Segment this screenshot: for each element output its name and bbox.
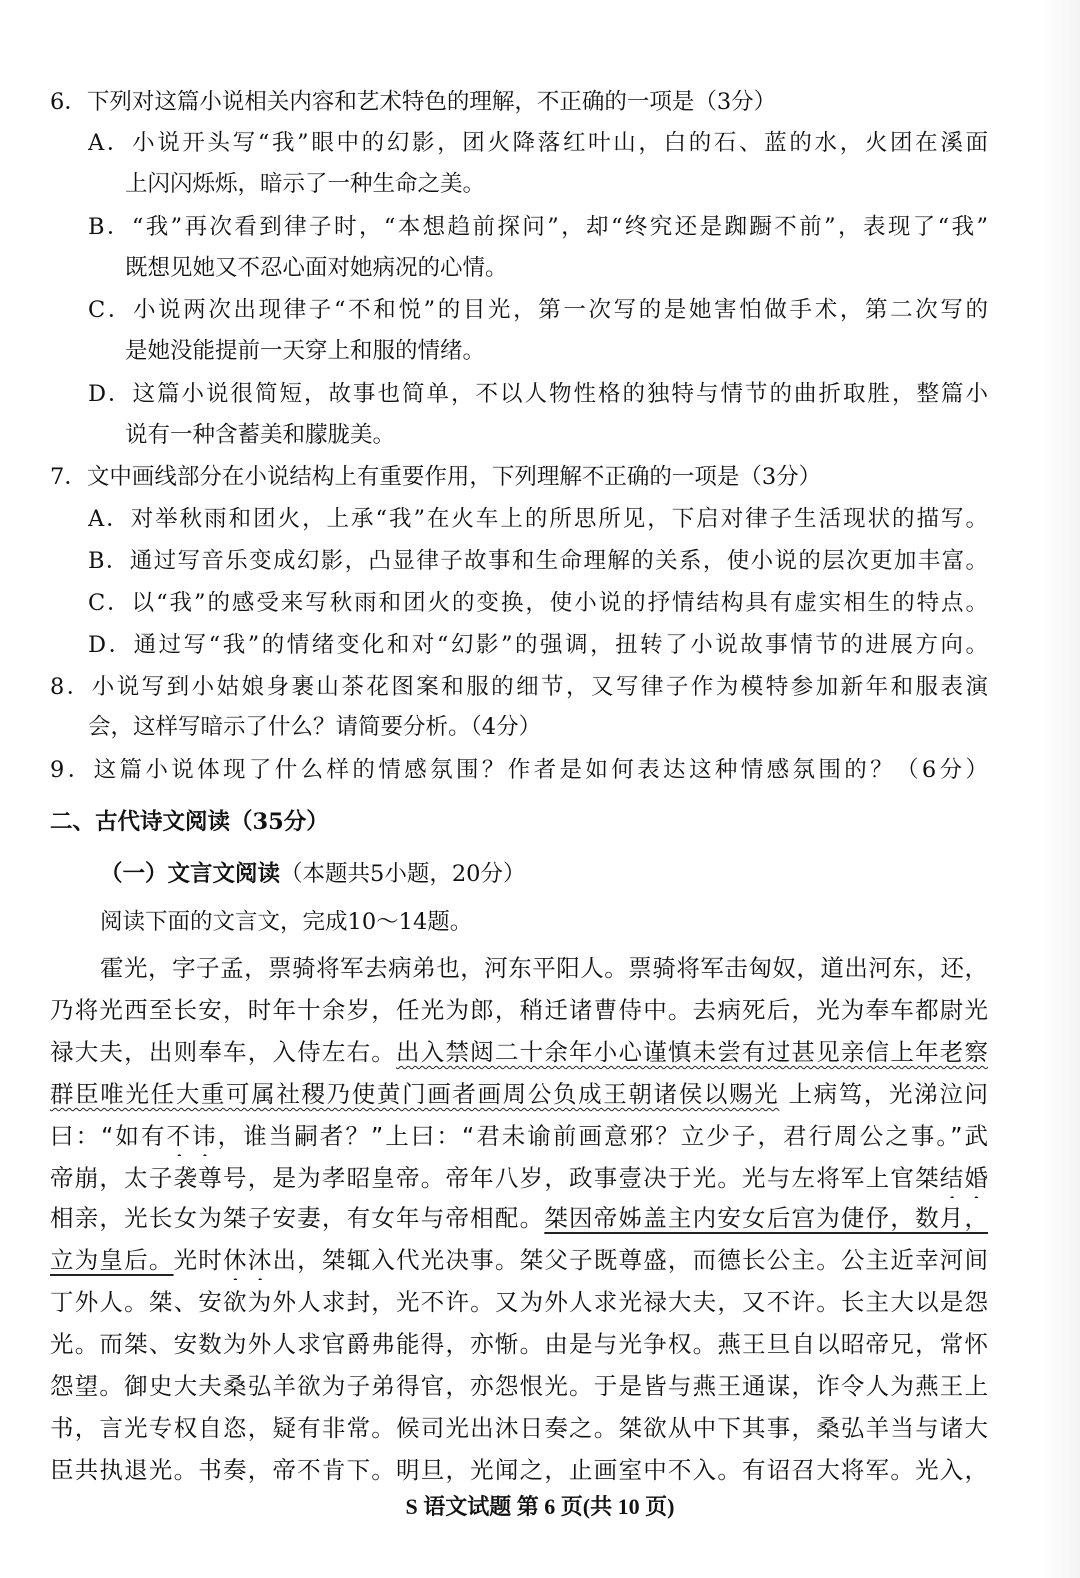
q6-option-b-line — [125, 248, 988, 288]
passage-line — [50, 1116, 988, 1156]
passage-line — [50, 1408, 988, 1448]
text-segment: A．对举秋雨和团火，上承“我”在火车上的所思所见，下启对律子生活现状的描写。 — [88, 506, 988, 532]
passage-line — [50, 1324, 988, 1364]
text-segment: 9．这篇小说体现了什么样的情感氛围？作者是如何表达这种情感氛围的？（6分） — [50, 757, 988, 783]
passage-line — [50, 1282, 988, 1322]
text-segment: 二、古代诗文阅读（35分） — [50, 809, 329, 835]
text-segment: 上病笃，光涕泣问 — [779, 1080, 988, 1108]
passage-line — [50, 990, 988, 1030]
underlined-text: 出入禁闼二十余年小心谨慎未尝有过甚见亲信上年老察 — [396, 1038, 988, 1066]
passage-line — [100, 948, 988, 988]
text-segment: B．“我”再次看到律子时，“本想趋前探问”，却“终究还是踟蹰不前”，表现了“我” — [88, 214, 988, 240]
text-segment: 会，这样写暗示了什么？请简要分析。（4分） — [88, 714, 542, 740]
question-7-line — [50, 457, 988, 497]
passage-line — [50, 1032, 988, 1072]
text-segment: ，谁当嗣者？”上曰：“君未谕前画意邪？立少子，君行周公之事。”武 — [217, 1122, 988, 1150]
emphasized-text: 休沐 — [223, 1246, 273, 1274]
q7-option-c-line — [88, 583, 988, 623]
text-segment: 光。而桀、安数为外人求官爵弗能得，亦惭。由是与光争权。燕王旦自以昭帝兄，常怀 — [50, 1330, 988, 1358]
text-segment: 臣共执退光。书奏，帝不肯下。明旦，光闻之，止画室中不入。有诏召大将军。光入， — [50, 1456, 988, 1484]
text-segment: （本题共5小题，20分） — [280, 861, 526, 887]
text-segment: （一）文言文阅读 — [100, 861, 281, 887]
emphasized-text: 结婚 — [939, 1164, 988, 1192]
passage-line — [50, 1366, 988, 1406]
question-6-line — [50, 82, 988, 122]
text-segment: 既想见她又不忍心面对她病况的心情。 — [125, 255, 508, 281]
text-segment: 丁外人。桀、安欲为外人求封，光不许。又为外人求光禄大夫，又不许。长主大以是怨 — [50, 1288, 988, 1316]
underlined-text: 桀因帝姊盖主内安女后宫为倢伃，数月， — [544, 1204, 988, 1232]
q7-option-a-line — [88, 499, 988, 539]
question-8-line — [88, 707, 988, 747]
question-8-line — [50, 667, 988, 707]
q6-option-a-line — [88, 123, 988, 163]
q6-option-d-line — [125, 415, 988, 455]
passage-line — [50, 1198, 988, 1238]
underlined-text: 立为皇后。 — [50, 1246, 174, 1274]
text-segment: 乃将光西至长安，时年十余岁，任光为郎，稍迁诸曹侍中。去病死后，光为奉车都尉光 — [50, 996, 988, 1024]
q7-option-b-line — [88, 541, 988, 581]
emphasized-text: 不讳 — [166, 1122, 218, 1150]
text-segment: 是她没能提前一天穿上和服的情绪。 — [125, 338, 486, 364]
q6-option-b-line — [88, 207, 988, 247]
text-segment: D．通过写“我”的情绪变化和对“幻影”的强调，扭转了小说故事情节的进展方向。 — [88, 632, 988, 658]
page-footer: S 语文试题 第 6 页(共 10 页) — [405, 1494, 675, 1519]
text-segment: C．以“我”的感受来写秋雨和团火的变换，使小说的抒情结构具有虚实相生的特点。 — [88, 590, 988, 616]
text-segment: 6．下列对这篇小说相关内容和艺术特色的理解，不正确的一项是（3分） — [50, 89, 777, 115]
text-segment: 霍光，字子孟，票骑将军去病弟也，河东平阳人。票骑将军击匈奴，道出河东，还， — [100, 954, 988, 982]
q7-option-d-line — [88, 625, 988, 665]
section-heading-line — [50, 802, 988, 842]
subsection-heading-line — [100, 854, 988, 894]
underlined-text: 群臣唯光任大重可属社稷乃使黄门画者画周公负成王朝诸侯以赐光 — [50, 1080, 780, 1108]
scan-edge — [1040, 0, 1080, 1578]
q6-option-d-line — [88, 374, 988, 414]
q6-option-c-line — [88, 290, 988, 330]
text-segment: A．小说开头写“我”眼中的幻影，团火降落红叶山，白的石、蓝的水，火团在溪面 — [88, 130, 988, 156]
passage-line — [50, 1240, 988, 1280]
text-segment: 帝崩，太子袭尊号，是为孝昭皇帝。帝年八岁，政事壹决于光。光与左将军上官桀 — [50, 1164, 940, 1192]
text-segment: 阅读下面的文言文，完成10～14题。 — [100, 909, 473, 935]
text-segment: 曰：“如有 — [50, 1122, 167, 1150]
text-segment: 上闪闪烁烁，暗示了一种生命之美。 — [125, 171, 486, 197]
q6-option-a-line — [125, 164, 988, 204]
text-segment: 禄大夫，出则奉车，入侍左右。 — [50, 1038, 397, 1066]
text-segment: B．通过写音乐变成幻影，凸显律子故事和生命理解的关系，使小说的层次更加丰富。 — [88, 548, 988, 574]
text-segment: D．这篇小说很简短，故事也简单，不以人物性格的独特与情节的曲折取胜，整篇小 — [88, 381, 988, 407]
text-segment: 相亲，光长女为桀子安妻，有女年与帝相配。 — [50, 1204, 545, 1232]
text-segment: 8．小说写到小姑娘身裹山茶花图案和服的细节，又写律子作为模特参加新年和服表演 — [50, 674, 988, 700]
text-segment: 书，言光专权自恣，疑有非常。候司光出沐日奏之。桀欲从中下其事，桑弘羊当与诸大 — [50, 1414, 988, 1442]
q6-option-c-line — [125, 331, 988, 371]
passage-line — [50, 1450, 988, 1490]
reading-instruction-line — [100, 902, 988, 942]
text-segment: 怨望。御史大夫桑弘羊欲为子弟得官，亦怨恨光。于是皆与燕王通谋，诈令人为燕王上 — [50, 1372, 988, 1400]
text-segment: 出，桀辄入代光决事。桀父子既尊盛，而德长公主。公主近幸河间 — [272, 1246, 988, 1274]
text-segment: 说有一种含蓄美和朦胧美。 — [125, 422, 396, 448]
text-segment: 光时 — [173, 1246, 224, 1274]
question-9-line — [50, 750, 988, 790]
passage-line — [50, 1158, 988, 1198]
text-segment: 7．文中画线部分在小说结构上有重要作用，下列理解不正确的一项是（3分） — [50, 464, 822, 490]
text-segment: C．小说两次出现律子“不和悦”的目光，第一次写的是她害怕做手术，第二次写的 — [88, 297, 988, 323]
passage-line — [50, 1074, 988, 1114]
